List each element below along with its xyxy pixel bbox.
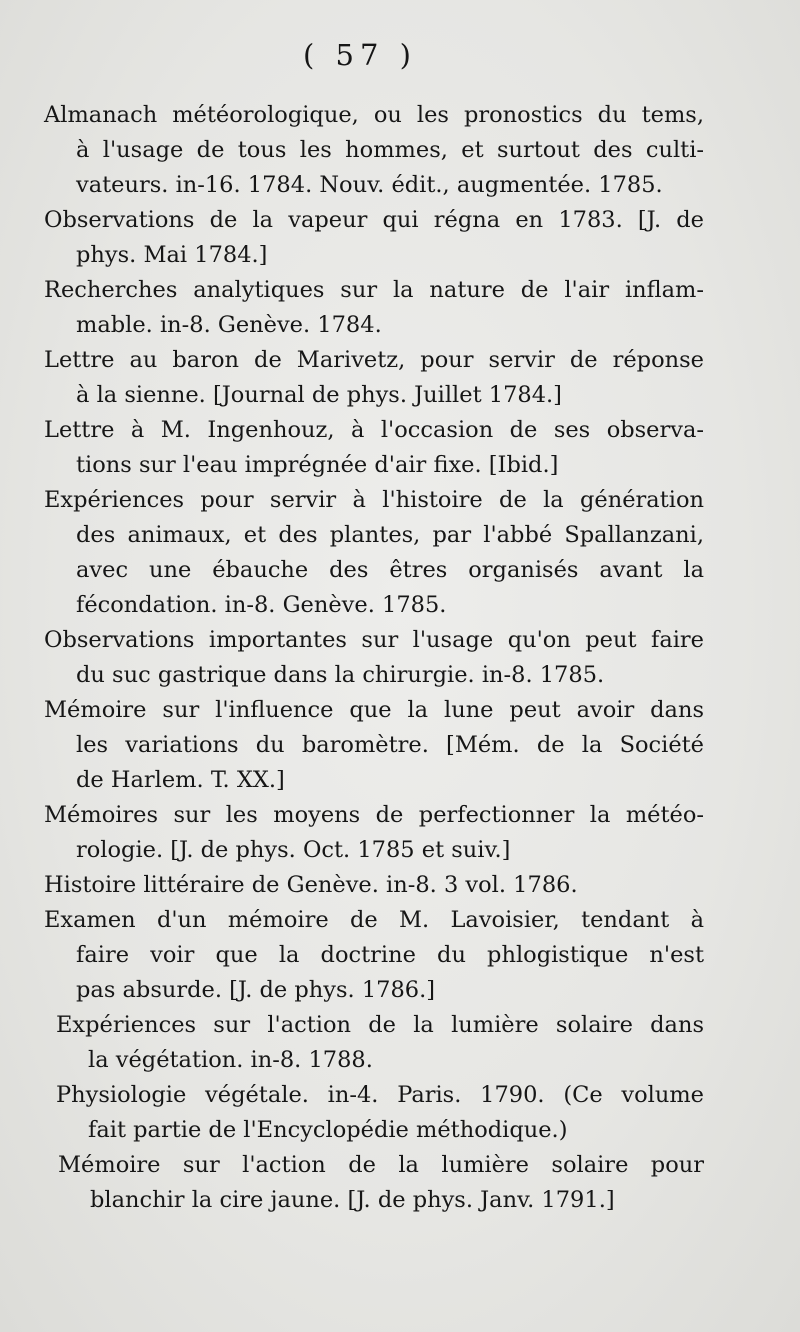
entry-line: Mémoire sur l'action de la lumière solaire pour [58, 1152, 704, 1178]
entry-line: tions sur l'eau imprégnée d'air fixe. [Ibid.] [76, 452, 559, 478]
bibliography-entry [44, 798, 704, 868]
entry-line: blanchir la cire jaune. [J. de phys. Janv. 1791.] [90, 1187, 615, 1213]
entry-line: la végétation. in-8. 1788. [88, 1047, 373, 1073]
entry-line: fait partie de l'Encyclopédie méthodique.) [88, 1117, 568, 1143]
entry-line: Examen d'un mémoire de M. Lavoisier, tendant à [44, 907, 704, 933]
bibliography-entry [44, 868, 704, 903]
entry-line: Mémoires sur les moyens de perfectionner la météo- [44, 802, 704, 828]
entry-line: rologie. [J. de phys. Oct. 1785 et suiv.] [76, 837, 511, 863]
entry-line: Observations importantes sur l'usage qu'on peut faire [44, 627, 704, 653]
entry-line: de Harlem. T. XX.] [76, 767, 285, 793]
entry-line: Almanach météorologique, ou les pronostics du tems, [44, 102, 704, 128]
entry-line: du suc gastrique dans la chirurgie. in-8. 1785. [76, 662, 605, 688]
entry-line: phys. Mai 1784.] [76, 242, 268, 268]
bibliography-entry [44, 903, 704, 1008]
entry-line: Expériences pour servir à l'histoire de la génération [44, 487, 704, 513]
entry-line: pas absurde. [J. de phys. 1786.] [76, 977, 436, 1003]
entry-line: des animaux, et des plantes, par l'abbé Spallanzani, [76, 522, 704, 548]
entry-line: Histoire littéraire de Genève. in-8. 3 vol. 1786. [44, 872, 578, 898]
bibliography-entry [44, 483, 704, 623]
bibliography-entry [44, 98, 704, 203]
entry-line: avec une ébauche des êtres organisés avant la [76, 557, 704, 583]
bibliography-list [44, 98, 704, 1218]
entry-line: mable. in-8. Genève. 1784. [76, 312, 382, 338]
entry-line: Recherches analytiques sur la nature de l'air inflam- [44, 277, 704, 303]
bibliography-entry [44, 623, 704, 693]
bibliography-entry [44, 203, 704, 273]
bibliography-entry [44, 413, 704, 483]
bibliography-entry [44, 1148, 704, 1218]
entry-line: vateurs. in-16. 1784. Nouv. édit., augmentée. 1785. [76, 172, 663, 198]
entry-line: fécondation. in-8. Genève. 1785. [76, 592, 447, 618]
entry-line: à la sienne. [Journal de phys. Juillet 1784.] [76, 382, 562, 408]
entry-line: à l'usage de tous les hommes, et surtout des culti- [76, 137, 704, 163]
bibliography-entry [44, 273, 704, 343]
entry-line: Lettre à M. Ingenhouz, à l'occasion de ses observa- [44, 417, 704, 443]
bibliography-entry [44, 1078, 704, 1148]
entry-line: Lettre au baron de Marivetz, pour servir de réponse [44, 347, 704, 373]
entry-line: Observations de la vapeur qui régna en 1783. [J. de [44, 207, 704, 233]
entry-line: Mémoire sur l'influence que la lune peut avoir dans [44, 697, 704, 723]
entry-line: faire voir que la doctrine du phlogistique n'est [76, 942, 704, 968]
page-number: ( 57 ) [303, 38, 417, 72]
entry-line: Physiologie végétale. in-4. Paris. 1790. (Ce volume [56, 1082, 704, 1108]
bibliography-entry [44, 343, 704, 413]
bibliography-entry [44, 693, 704, 798]
bibliography-entry [44, 1008, 704, 1078]
entry-line: les variations du baromètre. [Mém. de la Société [76, 732, 704, 758]
entry-line: Expériences sur l'action de la lumière solaire dans [56, 1012, 704, 1038]
